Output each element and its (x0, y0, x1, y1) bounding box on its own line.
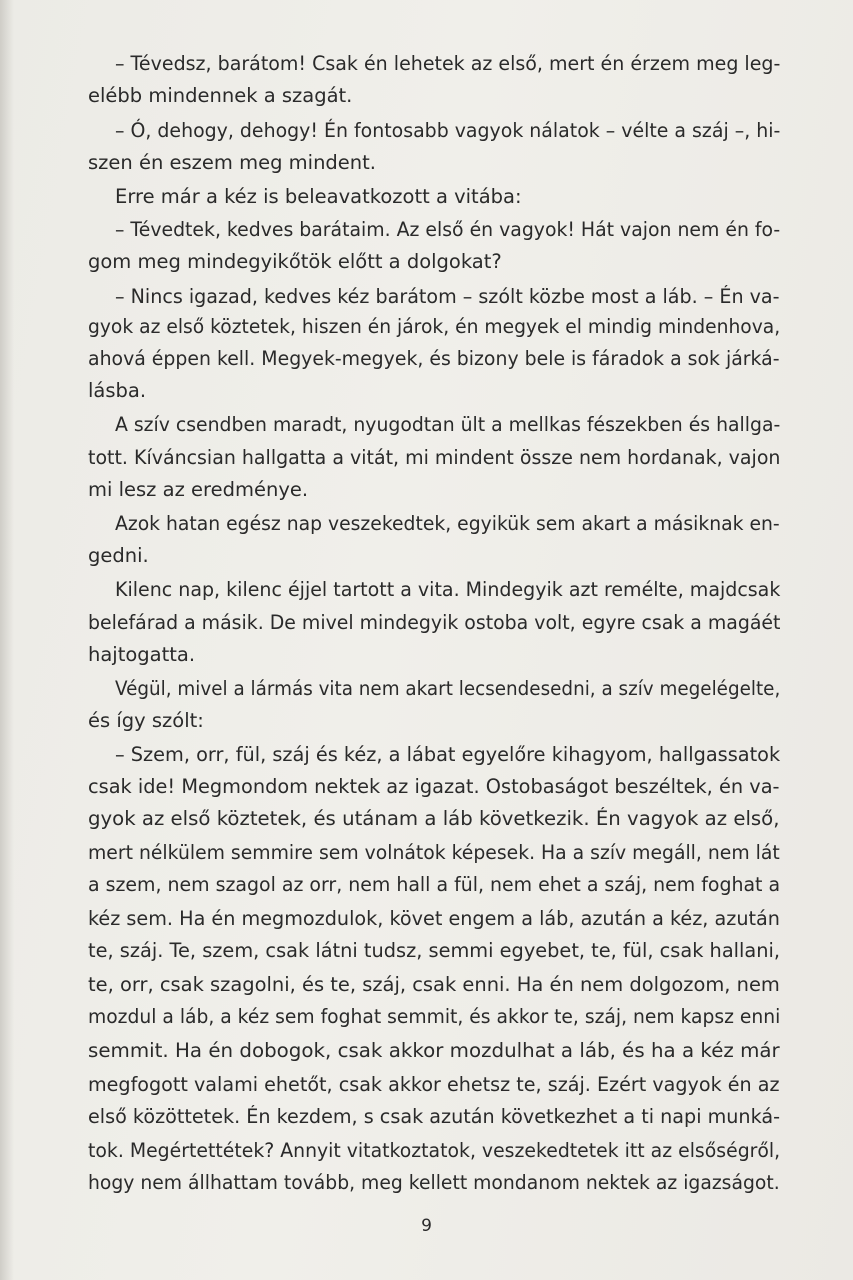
text-line: – Tévedtek, kedves barátaim. Az első én vagyok! Hát vajon nem én fo- (115, 218, 781, 241)
text-line: semmit. Ha én dobogok, csak akkor mozdulhat a láb, és ha a kéz már (88, 1039, 780, 1062)
text-line: Erre már a kéz is beleavatkozott a vitába: (115, 185, 522, 208)
text-line: – Tévedsz, barátom! Csak én lehetek az első, mert én érzem meg leg- (115, 52, 781, 75)
text-line: lásba. (88, 379, 147, 402)
text-line: mi lesz az eredménye. (88, 478, 309, 501)
text-line: Végül, mivel a lármás vita nem akart lecsendesedni, a szív megelégelte, (115, 677, 781, 700)
text-line: Azok hatan egész nap veszekedtek, egyikük sem akart a másiknak en- (115, 512, 780, 535)
text-line: gedni. (88, 544, 149, 567)
text-line: hogy nem állhattam tovább, meg kellett mondanom nektek az igazságot. (88, 1171, 780, 1194)
text-line: gyok az első köztetek, hiszen én járok, én megyek el mindig mindenhova, (88, 315, 781, 338)
page-gutter-shadow (0, 0, 14, 1280)
text-line: – Ó, dehogy, dehogy! Én fontosabb vagyok nálatok – vélte a száj –, hi- (115, 119, 781, 142)
text-line: belefárad a másik. De mivel mindegyik ostoba volt, egyre csak a magáét (88, 611, 781, 634)
text-line: gyok az első köztetek, és utánam a láb következik. Én vagyok az első, (88, 807, 780, 830)
text-line: te, száj. Te, szem, csak látni tudsz, semmi egyebet, te, fül, csak hallani, (88, 939, 781, 962)
text-line: mozdul a láb, a kéz sem foghat semmit, és akkor te, száj, nem kapsz enni (88, 1005, 781, 1028)
page-number: 9 (421, 1216, 432, 1236)
text-line: ahová éppen kell. Megyek-megyek, és bizony bele is fáradok a sok járká- (88, 347, 780, 370)
text-line: a szem, nem szagol az orr, nem hall a fül, nem ehet a száj, nem foghat a (88, 873, 781, 896)
text-line: Kilenc nap, kilenc éjjel tartott a vita. Mindegyik azt remélte, majdcsak (115, 578, 781, 601)
text-line: te, orr, csak szagolni, és te, száj, csak enni. Ha én nem dolgozom, nem (88, 973, 780, 996)
text-line: tott. Kíváncsian hallgatta a vitát, mi mindent össze nem hordanak, vajon (88, 446, 781, 469)
text-line: szen én eszem meg mindent. (88, 151, 377, 174)
text-line: mert nélkülem semmire sem volnátok képesek. Ha a szív megáll, nem lát (88, 841, 780, 864)
text-line: A szív csendben maradt, nyugodtan ült a mellkas fészekben és hallga- (115, 413, 781, 436)
text-line: csak ide! Megmondom nektek az igazat. Ostobaságot beszéltek, én va- (88, 775, 780, 798)
text-line: – Szem, orr, fül, száj és kéz, a lábat egyelőre kihagyom, hallgassatok (115, 743, 781, 766)
text-line: elébb mindennek a szagát. (88, 84, 353, 107)
text-line: és így szólt: (88, 709, 204, 732)
text-line: kéz sem. Ha én megmozdulok, követ engem a láb, azután a kéz, azután (88, 907, 780, 930)
text-line: hajtogatta. (88, 643, 196, 666)
text-line: első közöttetek. Én kezdem, s csak azután következhet a ti napi munká- (88, 1105, 781, 1128)
text-line: tok. Megértettétek? Annyit vitatkoztatok, veszekedtetek itt az elsőségről, (88, 1139, 781, 1162)
text-line: – Nincs igazad, kedves kéz barátom – szólt közbe most a láb. – Én va- (115, 285, 780, 308)
text-line: gom meg mindegyikőtök előtt a dolgokat? (88, 250, 502, 273)
text-line: megfogott valami ehetőt, csak akkor ehetsz te, száj. Ezért vagyok én az (88, 1073, 780, 1096)
